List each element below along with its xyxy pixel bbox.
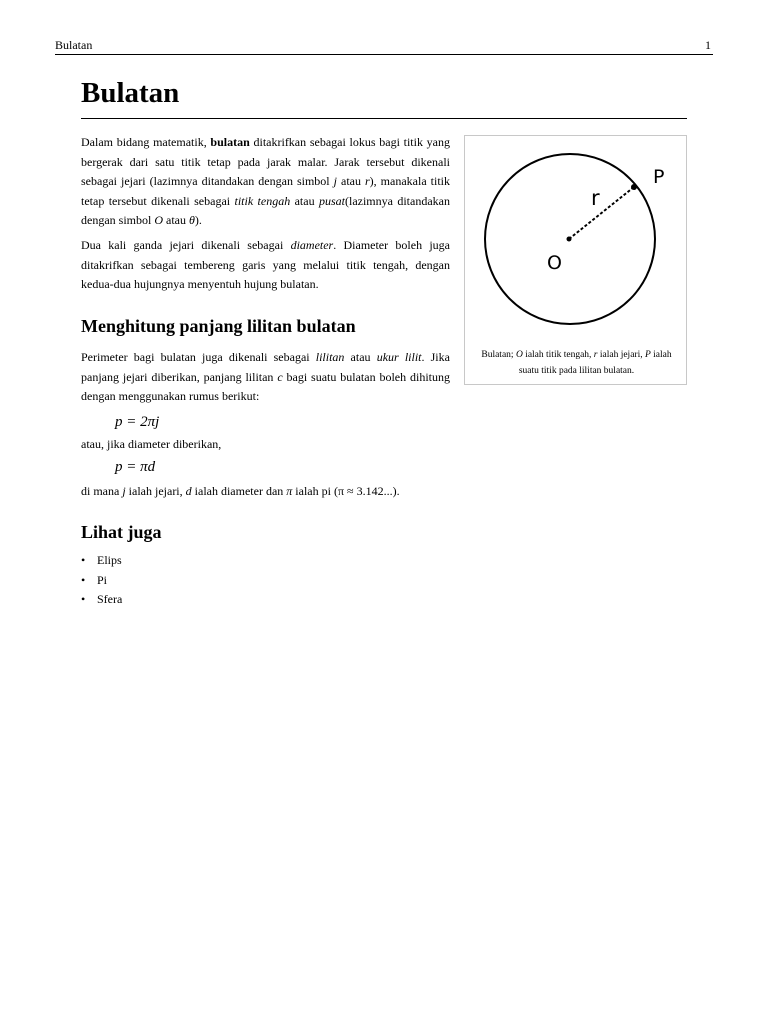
formula-connector-text: atau, jika diameter diberikan, bbox=[81, 437, 222, 451]
label-p: P bbox=[653, 166, 665, 188]
circle-diagram bbox=[465, 136, 688, 346]
circle-figure bbox=[464, 135, 687, 385]
see-also-item-elips[interactable]: • Elips bbox=[81, 553, 122, 567]
running-header bbox=[55, 38, 713, 55]
term-bulatan: bulatan bbox=[210, 135, 250, 149]
circumference-paragraph: Perimeter bagi bulatan juga dikenali sebagai lilitan atau ukur lilit. Jika panjang jejari diberikan, panjang lilitan c bagi suatu bulatan boleh dihitung dengan menggunakan rumus berikut: bbox=[81, 350, 450, 404]
section-heading-circumference: Menghitung panjang lilitan bulatan bbox=[81, 316, 356, 336]
section-heading-see-also: Lihat juga bbox=[81, 522, 162, 542]
point-p bbox=[631, 184, 637, 190]
formula-radius: p = 2πj bbox=[115, 414, 160, 430]
formula-explanation: di mana j ialah jejari, d ialah diameter dan π ialah pi (π ≈ 3.142...). bbox=[81, 484, 400, 498]
label-r: r bbox=[591, 186, 600, 210]
see-also-item-sfera[interactable]: • Sfera bbox=[81, 592, 123, 606]
diameter-paragraph: Dua kali ganda jejari dikenali sebagai diameter. Diameter boleh juga ditakrifkan sebagai tembereng garis yang melalui titik tengah, dengan kedua-dua hujungnya menyentuh hujung bulatan. bbox=[81, 238, 450, 292]
title-divider bbox=[81, 118, 687, 119]
radius-line bbox=[569, 187, 634, 239]
label-o: O bbox=[547, 252, 562, 274]
running-header-title: Bulatan bbox=[55, 38, 93, 52]
formula-diameter: p = πd bbox=[115, 459, 156, 475]
article-title: Bulatan bbox=[81, 77, 180, 109]
see-also-item-pi[interactable]: • Pi bbox=[81, 572, 108, 587]
figure-caption: Bulatan; O ialah titik tengah, r ialah jejari, P ialah suatu titik pada lilitan bulatan. bbox=[481, 350, 672, 376]
page-number: 1 bbox=[705, 38, 711, 52]
see-also-list bbox=[81, 551, 122, 610]
intro-paragraph: Dalam bidang matematik, bulatan ditakrifkan sebagai lokus bagi titik yang bergerak dari satu titik tetap pada jarak malar. Jarak tersebut dikenali sebagai jejari (lazimnya ditandakan dengan simbol j atau r), manakala titik tetap tersebut dikenali sebagai titik tengah atau pusat(lazimnya ditandakan dengan simbol O atau θ). bbox=[81, 135, 450, 228]
center-point bbox=[567, 237, 572, 242]
